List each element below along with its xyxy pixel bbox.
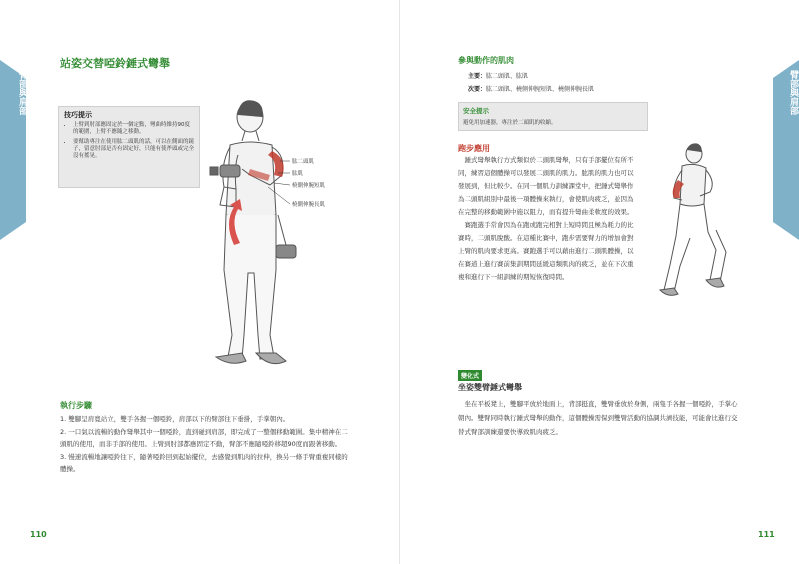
primary-muscles [468, 71, 528, 80]
muscle-label: 肱二頭肌 [292, 159, 315, 165]
variation-body [458, 397, 740, 439]
step-item: 2. 一口氣以流暢的動作彎舉其中一個啞鈴，直到碰到肩部，即完成了一整個移動範圍。集中精神在二頭肌的使用，而非手部的使用。上臂到肘部都應固定不動，臂部不應隨啞鈴移超90度而跟著移動。 [60, 427, 348, 448]
secondary-muscles-label: 次要： [468, 86, 487, 93]
running-paragraph: 錘式彎舉執行方式類似於二頭肌彎舉，只有手部擺位有所不同，練習這個體操可以發展二頭肌的肌力。肱肌的肌力也可以發展到，但比較少。在同一個肌力訓練課堂中，把錘式彎舉作為二頭肌組別中最後一項體操來執行，會使肌肉疲乏，並因為在完整的移動範圍中施以阻力，而有提升彎曲柔軟度的效果。 [458, 156, 634, 216]
steps-list [60, 413, 350, 476]
running-application-body [458, 154, 636, 284]
muscle-label: 肱肌 [292, 171, 304, 177]
step-item: 1. 雙腳呈肩寬站立，雙手各握一個啞鈴，肩部以下的臂部往下垂掛，手掌朝內。 [60, 415, 290, 423]
variation-badge: 變化式 [458, 370, 482, 381]
runner-illustration [650, 140, 730, 310]
tip-item: • 上臂到肘部應固定於一個定點，彎曲時維持90度的範圍，上臂不應隨之移動。 [73, 122, 194, 137]
standing-curl-illustration [190, 95, 320, 380]
technique-tips-heading: 技巧提示 [64, 111, 92, 119]
technique-tips-box [58, 106, 200, 188]
primary-muscles-value: 肱二頭肌、肱肌 [486, 73, 529, 80]
page-gutter [399, 0, 400, 564]
right-side-tab-label: 臂部與肩部 [788, 70, 798, 115]
technique-tips-list [64, 122, 194, 160]
tip-item: • 要幫助專注在使用肱二頭肌的話，可以在側面的鏡子，留意肘部是否有固定好，只能有使斧頭或完全沒有搖晃。 [73, 139, 194, 161]
step-item: 3. 慢速流暢地讓啞鈴往下，隨著啞鈴回到起始擺位，去感覺到肌肉的拉伸，換另一條手臂重複同樣的體操。 [60, 452, 348, 473]
page-number-right: 111 [758, 530, 775, 539]
page-number-left: 110 [30, 530, 47, 539]
variation-title: 坐姿雙臂錘式彎舉 [458, 383, 522, 392]
secondary-muscles-value: 肱二頭肌、橈側伸腕短肌、橈側伸腕長肌 [486, 86, 595, 93]
exercise-title: 站姿交替啞鈴錘式彎舉 [60, 57, 170, 70]
muscles-heading: 參與動作的肌肉 [458, 56, 514, 65]
muscle-label: 橈側伸腕短肌 [292, 183, 326, 189]
safety-box [458, 102, 648, 131]
variation-text: 坐在平板凳上，雙腳平放於地面上，背部挺直，雙臂垂放於身側，兩隻手各握一個啞鈴，手掌心朝內。雙臂同時執行錘式彎舉的動作，這個體操需保到雙臂活動的協調共濟技能，可能會比進行交替式臂部訓練還要快導致肌肉疲乏。 [458, 400, 738, 436]
muscle-label: 橈側伸腕長肌 [292, 202, 326, 208]
primary-muscles-label: 主要： [468, 73, 487, 80]
steps-heading: 執行步驟 [60, 401, 92, 410]
safety-text: 避免用加速器，專注於二頭肌的收縮。 [463, 120, 557, 126]
left-side-tab-label: 臂部與肩部 [17, 70, 27, 115]
running-application-heading: 跑步應用 [458, 144, 490, 153]
running-paragraph: 賽跑選手常會因為在跑或跑完相對上短時間且極為耗力的比賽時，二頭肌脫酸。在這種比賽中，跑步需要臂力的增加會對上臂的肌肉要求更高。賽跑選手可以藉由進行二頭肌體操，以在賽道上進行賽前集訓期間延緩這類肌肉的疲乏，並在下次重複和進行下一組訓練的期短恢復時間。 [458, 221, 634, 281]
safety-heading: 安全提示 [463, 107, 489, 115]
secondary-muscles [468, 84, 594, 93]
